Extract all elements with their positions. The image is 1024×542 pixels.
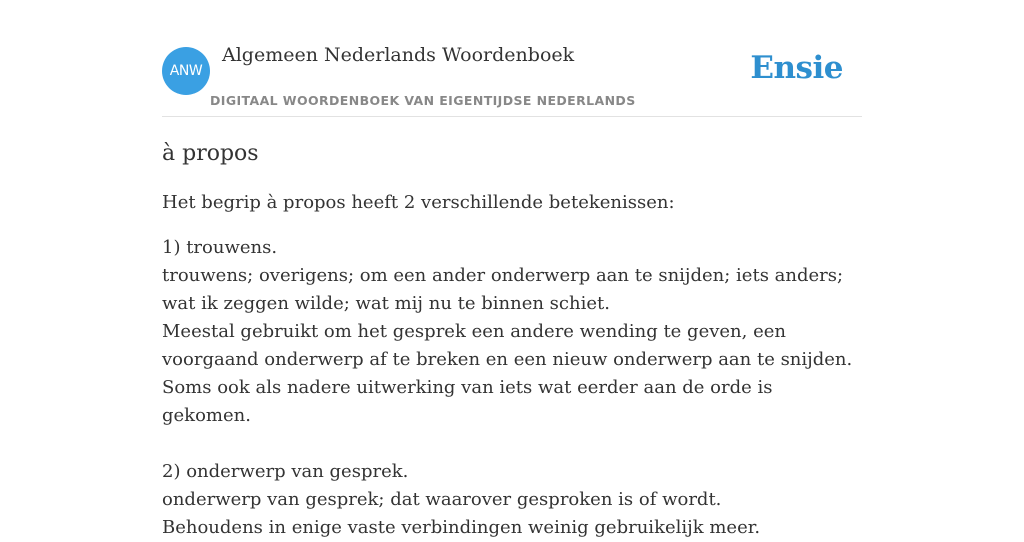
meaning-heading: 1) trouwens. <box>162 237 278 258</box>
meaning-note: Meestal gebruikt om het gesprek een andere wending te geven, een voorgaand onderwerp af te breken en een nieuw onderwerp aan te snijden. Soms ook als nadere uitwerking van iets wat eerder aan de orde is gekomen. <box>162 321 853 426</box>
meaning-synonyms: trouwens; overigens; om een ander onderwerp aan te snijden; iets anders; wat ik zeggen wilde; wat mij nu te binnen schiet. <box>162 265 844 314</box>
ensie-brand-logo[interactable]: Ensie <box>750 50 843 86</box>
meaning-note: Behoudens in enige vaste verbindingen weinig gebruikelijk meer. <box>162 517 761 538</box>
site-title[interactable]: Algemeen Nederlands Woordenboek <box>222 44 575 66</box>
entry-term: à propos <box>162 141 259 166</box>
meaning-synonyms: onderwerp van gesprek; dat waarover gesproken is of wordt. <box>162 489 722 510</box>
meaning-1 <box>162 234 862 542</box>
anw-logo[interactable]: ANW <box>162 47 210 95</box>
meaning-heading: 2) onderwerp van gesprek. <box>162 461 409 482</box>
spacer <box>162 430 862 458</box>
entry-intro: Het begrip à propos heeft 2 verschillende betekenissen: <box>162 192 675 213</box>
site-header <box>162 0 862 117</box>
entry-content <box>162 136 862 542</box>
site-subtitle: DIGITAAL WOORDENBOEK VAN EIGENTIJDSE NEDERLANDS <box>210 93 636 108</box>
